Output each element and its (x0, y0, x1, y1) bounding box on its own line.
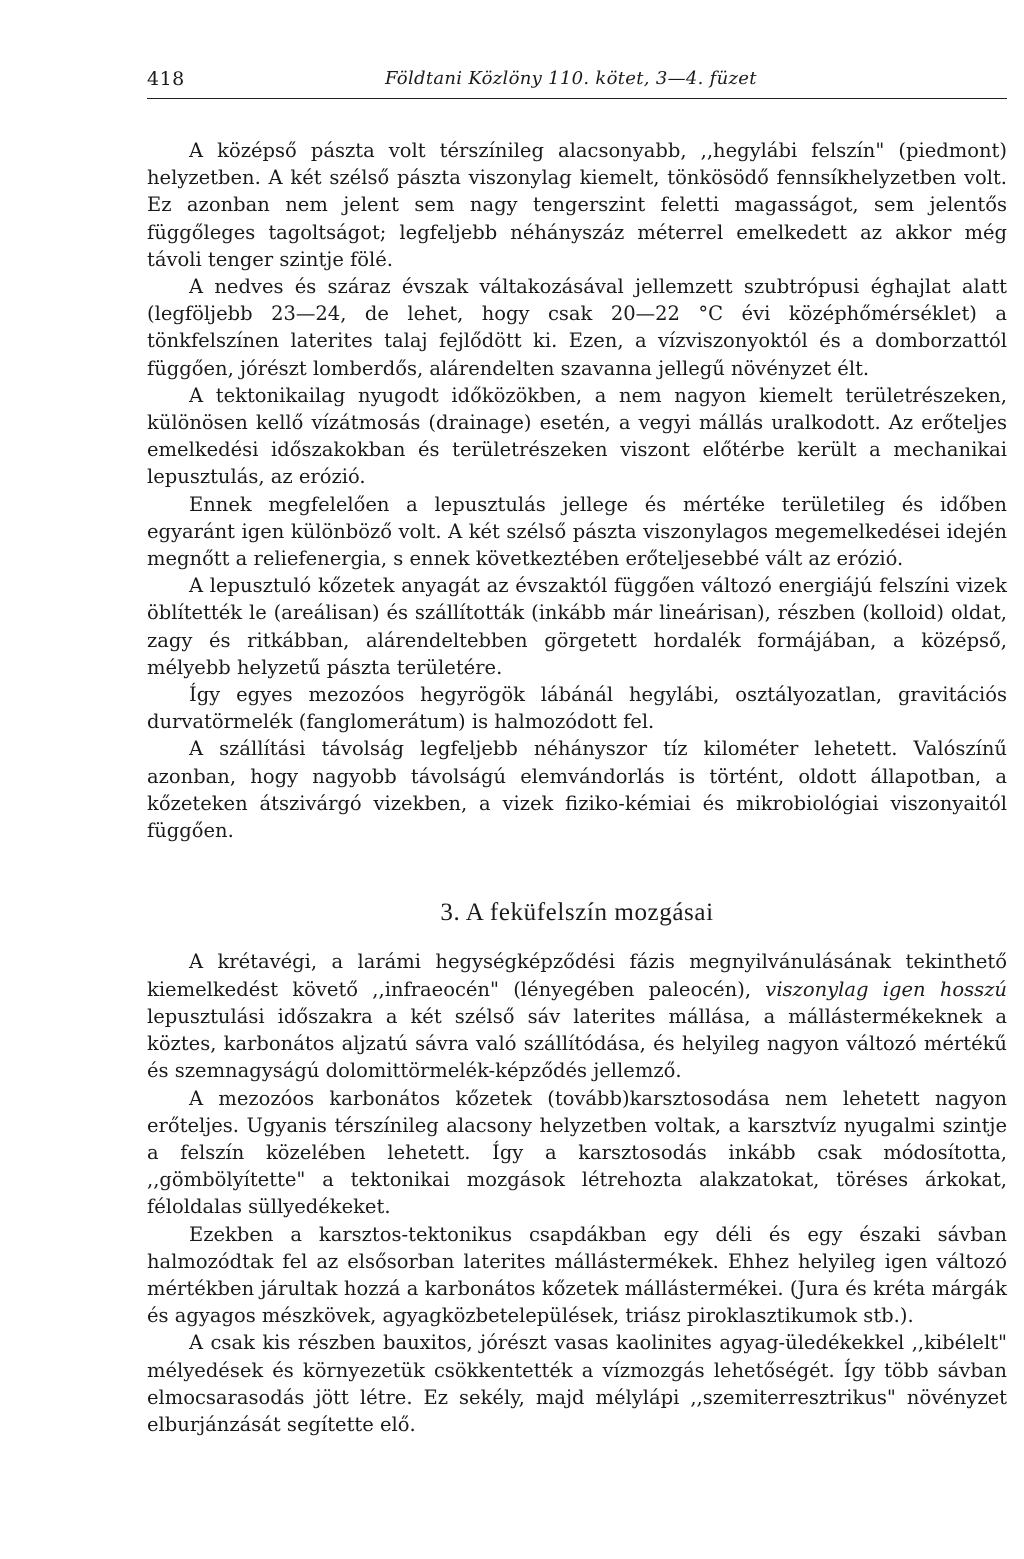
section-heading: 3. A feküfelszín mozgásai (440, 899, 714, 927)
paragraph: Így egyes mezozóos hegyrögök lábánál hegylábi, osztályozatlan, gravitációs durvatörmelék (fanglomerátum) is halmozódott fel. (147, 683, 1007, 734)
paragraph (147, 948, 1007, 1084)
paragraph: A tektonikailag nyugodt időközökben, a nem nagyon kiemelt területrészeken, különösen kellő vízátmosás (drainage) esetén, a vegyi mállás uralkodott. Az erőteljes emelkedési időszakokban és területrészeken viszont előtérbe került a mechanikai lepusztulás, az erózió. (147, 383, 1007, 489)
paragraph: Ezekben a karsztos-tektonikus csapdákban egy déli és egy északi sávban halmozódtak fel az elsősorban laterites mállástermékek. Ehhez helyileg igen változó mértékben járultak hozzá a karbonátos kőzetek mállástermékei. (Jura és kréta márgák és agyagos mészkövek, agyagközbetelepülések, triász piroklasztikumok stb.). (147, 1222, 1007, 1328)
paragraph: A szállítási távolság legfeljebb néhányszor tíz kilométer lehetett. Valószínű azonban, hogy nagyobb távolságú elemvándorlás is történt, oldott állapotban, a kőzeteken átszivárgó vizekben, a vizek fiziko-kémiai és mikrobiológiai viszonyaitól függően. (147, 737, 1007, 843)
paragraph: A csak kis részben bauxitos, jórészt vasas kaolinites agyag-üledékekkel ,,kibélelt" mélyedések és környezetük csökkentették a vízmozgás lehetőségét. Így több sávban elmocsarasodás jött létre. Ez sekély, majd mélylápi ,,szemiterresztrikus" növényzet elburjánzását segítette elő. (147, 1331, 1007, 1436)
page-number: 418 (147, 68, 185, 90)
paragraph-text: lepusztulási időszakra a két szélső sáv laterites mállása, a mállástermékeknek a köztes, karbonátos aljzatú sávra való szállítódása, és helyileg nagyon változó mértékű és szemnagyságú dolomittörmelék-képződés jellemző. (147, 1004, 1007, 1083)
paragraph: A nedves és száraz évszak váltakozásával jellemzett szubtrópusi éghajlat alatt (legföljebb 23—24, de lehet, hogy csak 20—22 °C évi középhőmérséklet) a tönkfelszínen laterites talaj fejlődött ki. Ezen, a vízviszonyoktól és a domborzattól függően, jórészt lomberdős, alárendelten szavanna jellegű növényzet élt. (147, 275, 1007, 380)
emphasis-text: viszonylag igen hosszú (765, 977, 1007, 1001)
paragraph: A mezozóos karbonátos kőzetek (tovább)karsztosodása nem lehetett nagyon erőteljes. Ugyanis térszínileg alacsony helyzetben voltak, a karsztvíz nyugalmi szintje a felszín közelében lehetett. Így a karsztosodás inkább csak módosította, ,,gömbölyítette" a tektonikai mozgások létrehozta alakzatokat, töréses árkokat, féloldalas süllyedékeket. (147, 1086, 1007, 1219)
running-header (147, 64, 1007, 99)
paragraph: Ennek megfelelően a lepusztulás jellege és mértéke területileg és időben egyaránt igen különböző volt. A két szélső pászta viszonylagos megemelkedései idején megnőtt a reliefenergia, s ennek következtében erőteljesebbé vált az erózió. (147, 492, 1007, 571)
paragraph: A középső pászta volt térszínileg alacsonyabb, ,,hegylábi felszín" (piedmont) helyzetben. A két szélső pászta viszonylag kiemelt, tönkösödő fennsíkhelyzetben volt. Ez azonban nem jelent sem nagy tengerszint feletti magasságot, sem jelentős függőleges tagoltságot; legfeljebb néhányszáz méterrel emelkedett az akkor még távoli tenger szintje fölé. (147, 139, 1007, 271)
paragraph: A lepusztuló kőzetek anyagát az évszaktól függően változó energiájú felszíni vizek öblítették le (areálisan) és szállították (inkább már lineárisan), részben (kolloid) oldat, zagy és ritkábban, alárendeltebben görgetett hordalék formájában, a középső, mélyebb helyzetű pászta területére. (147, 574, 1007, 679)
paragraph-text: A krétavégi, a larámi hegységképződési fázis megnyilvánulásának tekinthető kiemelkedést követő ,,infraeocén" (lényegében paleocén), (147, 950, 1007, 1001)
article-body (147, 137, 1007, 1438)
journal-page (147, 64, 1007, 1438)
journal-title: Földtani Közlöny 110. kötet, 3—4. füzet (385, 68, 757, 89)
